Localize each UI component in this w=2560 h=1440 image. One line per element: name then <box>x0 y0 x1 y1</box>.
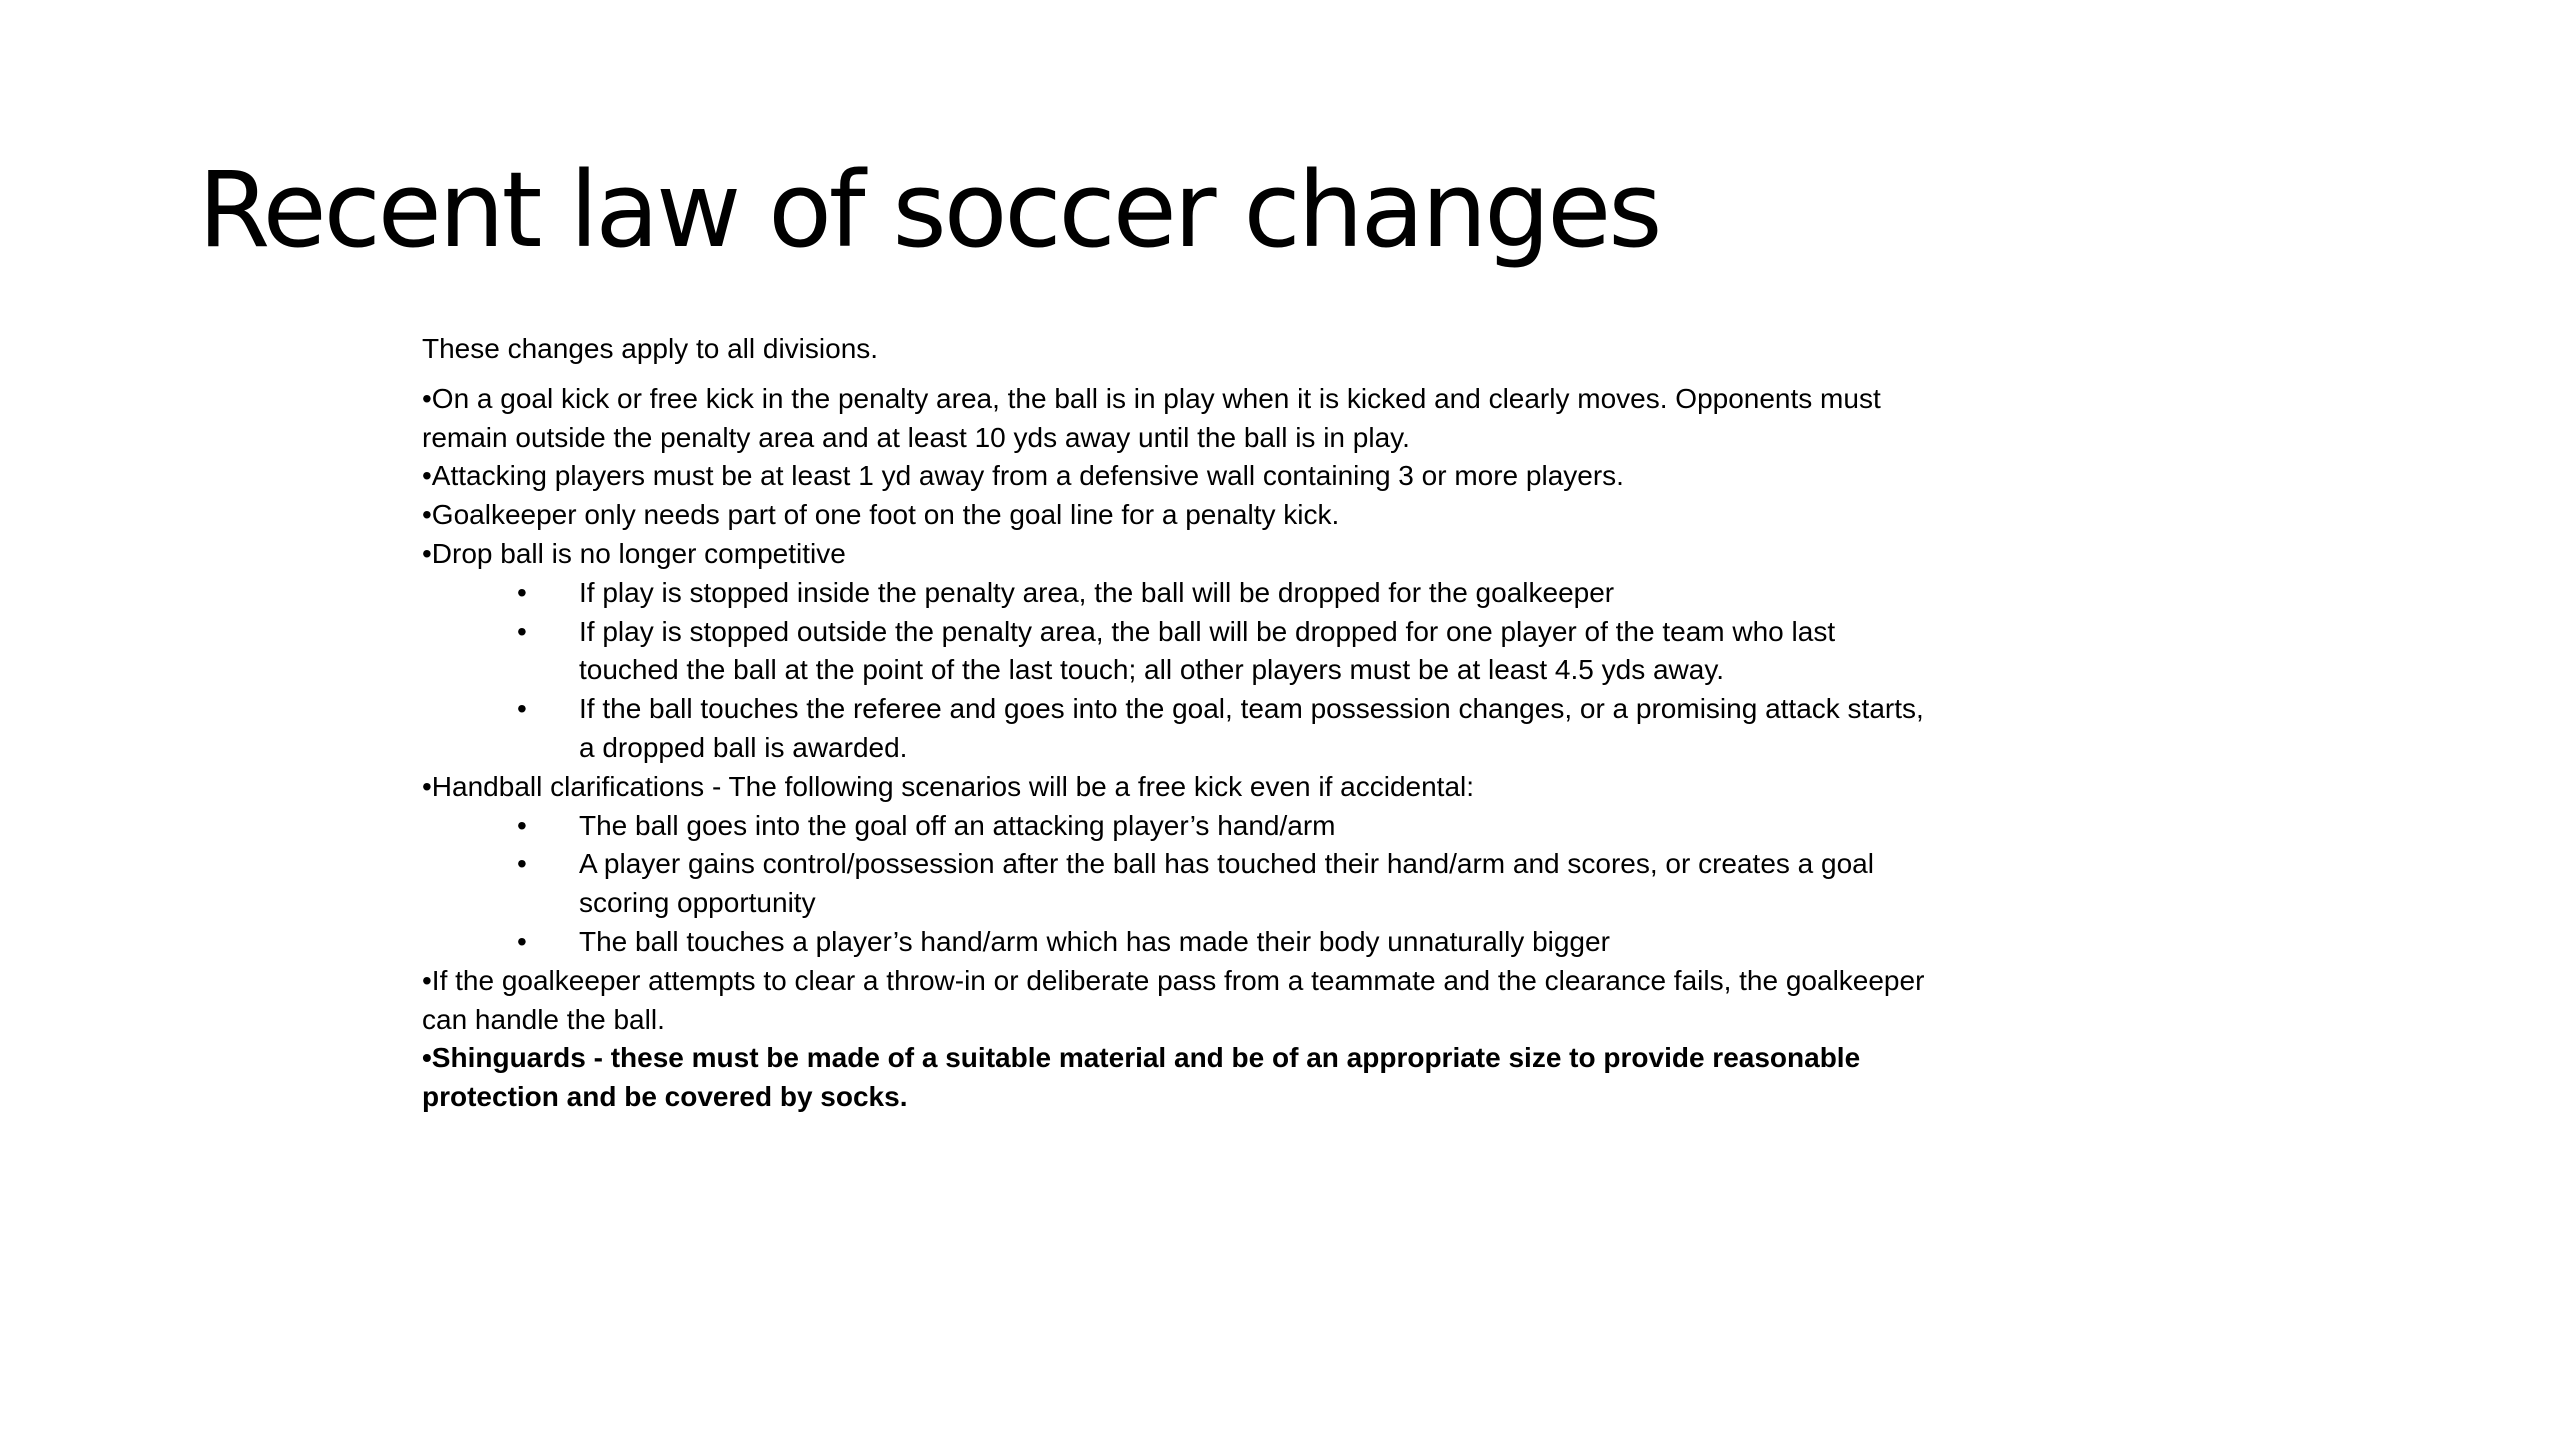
sub-item-text: The ball touches a player’s hand/arm which has made their body unnaturally bigger <box>579 925 1610 957</box>
sub-item-text: A player gains control/possession after the ball has touched their hand/arm and scores, or creates a goal scoring opportunity <box>579 848 1874 919</box>
rule-handball: •Handball clarifications - The following scenarios will be a free kick even if accidental: <box>422 770 1475 802</box>
bullet-dot-icon: • <box>517 693 527 725</box>
drop-ball-sub-item <box>422 613 1942 691</box>
handball-sub-item <box>422 845 1942 923</box>
sub-item-text: The ball goes into the goal off an attacking player’s hand/arm <box>579 809 1336 841</box>
rule-goal-kick: •On a goal kick or free kick in the penalty area, the ball is in play when it is kicked and clearly moves. Opponents must remain outside the penalty area and at least 10 yds away until the ball is in play. <box>422 382 1881 453</box>
rule-shinguards: •Shinguards - these must be made of a suitable material and be of an appropriate size to provide reasonable protection and be covered by socks. <box>422 1042 1861 1113</box>
slide-title: Recent law of soccer changes <box>198 149 1660 271</box>
bullet-dot-icon: • <box>517 809 527 841</box>
drop-ball-sub-item <box>422 574 1942 613</box>
rule-defensive-wall: •Attacking players must be at least 1 yd away from a defensive wall containing 3 or more players. <box>422 460 1624 492</box>
sub-item-text: If the ball touches the referee and goes into the goal, team possession changes, or a promising attack starts, a dropped ball is awarded. <box>579 693 1924 763</box>
rule-goalkeeper-clearance: •If the goalkeeper attempts to clear a throw-in or deliberate pass from a teammate and the clearance fails, the goalkeeper can handle the ball. <box>422 964 1925 1035</box>
bullet-dot-icon: • <box>517 925 527 957</box>
sub-item-text: If play is stopped inside the penalty area, the ball will be dropped for the goalkeeper <box>579 576 1615 608</box>
bullet-dot-icon: • <box>517 576 527 608</box>
bullet-dot-icon: • <box>517 615 527 647</box>
slide-body <box>422 330 1942 1117</box>
drop-ball-sub-item <box>422 690 1942 768</box>
rule-goalkeeper-penalty: •Goalkeeper only needs part of one foot on the goal line for a penalty kick. <box>422 499 1340 531</box>
handball-sub-item <box>422 807 1942 846</box>
handball-sub-item <box>422 923 1942 962</box>
rule-drop-ball: •Drop ball is no longer competitive <box>422 537 846 569</box>
bullet-dot-icon: • <box>517 848 527 880</box>
intro-text: These changes apply to all divisions. <box>422 333 879 364</box>
sub-item-text: If play is stopped outside the penalty area, the ball will be dropped for one player of the team who last touched the ball at the point of the last touch; all other players must be at least 4.5 yds away. <box>579 615 1836 686</box>
